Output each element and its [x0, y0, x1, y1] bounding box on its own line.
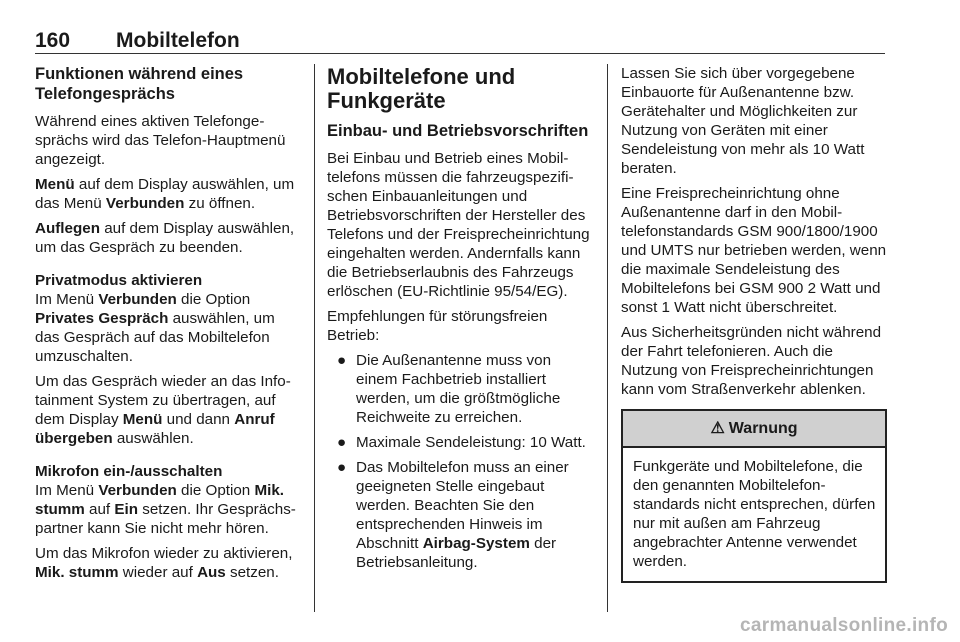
ui-term: Ein — [114, 501, 138, 518]
bullet-list — [327, 351, 593, 572]
list-item — [327, 458, 593, 572]
ui-term: Privates Gespräch — [35, 310, 169, 327]
warning-box — [621, 409, 887, 583]
column-divider-1 — [314, 64, 315, 612]
text: der Betriebsanleitung. — [356, 535, 557, 571]
text: Um das Mikrofon wieder zu aktivieren, — [35, 545, 293, 562]
paragraph — [35, 290, 303, 366]
text: auf dem Display auswählen, um das Menü — [35, 176, 295, 212]
ui-term: Verbunden — [98, 482, 177, 499]
warning-title: Warnung — [728, 420, 798, 437]
bullet-icon: ● — [337, 352, 347, 369]
text: auswählen. — [112, 430, 194, 447]
paragraph — [35, 175, 303, 213]
bullet-icon: ● — [337, 459, 347, 476]
section-heading: Einbau- und Betriebsvorschriften — [327, 122, 589, 140]
subheading: Mikrofon ein-/ausschalten — [35, 463, 223, 480]
text: setzen. — [225, 564, 279, 581]
ui-term: Anruf übergeben — [35, 411, 275, 447]
text: zu öffnen. — [184, 195, 256, 212]
ui-term: Auflegen — [35, 220, 100, 237]
chapter-heading: Mobiltelefone und Funkgeräte — [327, 64, 516, 113]
subheading: Privatmodus aktivieren — [35, 272, 203, 289]
ui-term: Aus — [197, 564, 226, 581]
ui-term: Verbunden — [105, 195, 185, 212]
page-title: Mobiltelefon — [116, 29, 240, 52]
paragraph — [35, 544, 303, 582]
text: die Option — [176, 291, 251, 308]
text: Maximale Sendeleistung: 10 Watt. — [356, 434, 586, 451]
text: setzen. Ihr Gesprächspartner kann Sie nicht mehr hören. — [35, 501, 296, 537]
ui-term: Mik. stumm — [35, 482, 285, 518]
text: Das Mobiltelefon muss an einer geeigneten Stelle eingebaut werden. Beachten Sie den entsprechenden Hinweis im Abschnitt — [356, 459, 569, 552]
paragraph: Bei Einbau und Betrieb eines Mobiltelefons müssen die fahrzeugspezifischen Einbauanleitungen und Betriebsvorschriften der Hersteller des Telefons und der Freisprecheinrichtung eingehalten werden. Andernfalls kann die Betriebserlaubnis des Fahrzeugs erlöschen (EU-Richtlinie 95/54/EG). — [327, 150, 590, 300]
ui-term: Mik. stumm — [35, 564, 119, 581]
column-2 — [327, 64, 593, 578]
text: und dann — [162, 411, 235, 428]
list-item — [327, 433, 593, 452]
text: Im Menü — [35, 291, 99, 308]
text: wieder auf — [118, 564, 198, 581]
watermark: carmanualsonline.info — [740, 615, 948, 636]
column-divider-2 — [607, 64, 608, 612]
text: die Option — [176, 482, 255, 499]
paragraph — [35, 372, 303, 448]
warning-body: Funkgeräte und Mobiltelefone, die den genannten Mobiltelefonstandards nicht entsprechen, dürfen nur mit außen am Fahrzeug angebrachter Antenne verwendet werden. — [633, 458, 876, 570]
ui-term: Verbunden — [98, 291, 177, 308]
paragraph: Aus Sicherheitsgründen nicht während der Fahrt telefonieren. Auch die Nutzung von Freisprecheinrichtungen kann vom Straßenverkehr ablenken. — [621, 324, 882, 398]
text: auf — [84, 501, 115, 518]
paragraph — [35, 481, 303, 538]
ui-term: Menü — [35, 176, 75, 193]
paragraph: Eine Freisprecheinrichtung ohne Außenantenne darf in den Mobiltelefonstandards GSM 900/1800/1900 und UMTS nur betrieben werden, wenn die maximale Sendeleistung des Mobiltelefons bei GSM 900 2 Watt und sonst 1 Watt nicht überschreitet. — [621, 185, 887, 316]
text: Die Außenantenne muss von einem Fachbetrieb installiert werden, um die größtmögliche Reichweite zu erreichen. — [356, 352, 561, 426]
paragraph: Lassen Sie sich über vorgegebene Einbauorte für Außenantenne bzw. Gerätehalter und Möglichkeiten zur Nutzung von Geräten mit einer Sendeleistung von mehr als 10 Watt beraten. — [621, 65, 865, 177]
text: auf dem Display auswählen, um das Gespräch zu beenden. — [35, 220, 295, 256]
paragraph — [35, 219, 303, 257]
column-3 — [621, 64, 887, 583]
warning-triangle-icon: ⚠ — [710, 420, 725, 437]
text: auswählen, um das Gespräch auf das Mobiltelefon umzuschalten. — [35, 310, 275, 365]
paragraph: Empfehlungen für störungsfreien Betrieb: — [327, 308, 548, 344]
section-heading: Funktionen während eines Telefongesprächs — [35, 65, 244, 103]
page-number: 160 — [35, 29, 71, 52]
paragraph: Während eines aktiven Telefongesprächs wird das Telefon-Hauptmenü angezeigt. — [35, 113, 286, 168]
ui-term: Airbag-System — [422, 535, 530, 552]
list-item — [327, 351, 593, 427]
text: Um das Gespräch wieder an das Infotainment System zu übertragen, auf dem Display — [35, 373, 291, 428]
ui-term: Menü — [122, 411, 163, 428]
warning-header — [623, 411, 885, 448]
bullet-icon: ● — [337, 434, 347, 451]
column-1 — [35, 64, 303, 588]
text: Im Menü — [35, 482, 99, 499]
header-divider — [35, 53, 885, 54]
page-header — [35, 29, 885, 51]
